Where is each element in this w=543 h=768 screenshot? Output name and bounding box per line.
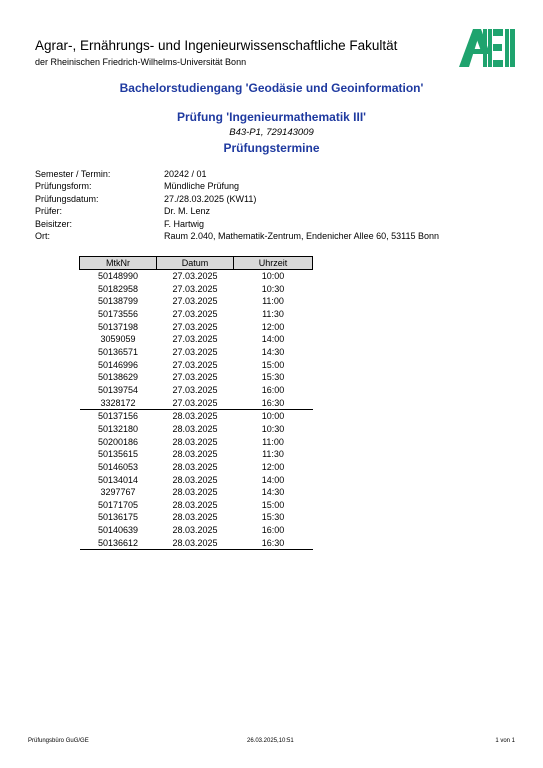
cell-uhrzeit: 14:30 — [261, 346, 285, 357]
cell-datum: 28.03.2025 — [172, 525, 218, 536]
cell-uhrzeit: 10:00 — [234, 410, 313, 423]
cell-mtknr: 50173556 — [97, 308, 139, 319]
info-value: 20242 / 01 — [164, 169, 207, 179]
cell-datum: 28.03.2025 — [157, 537, 234, 550]
cell-mtknr: 50137156 — [80, 410, 157, 423]
column-header-uhrzeit: Uhrzeit — [234, 257, 313, 270]
cell-uhrzeit: 11:30 — [262, 449, 284, 460]
cell-datum: 28.03.2025 — [172, 436, 218, 447]
info-label: Prüfungsform: — [35, 181, 92, 192]
info-label: Semester / Termin: — [35, 169, 111, 179]
cell-datum: 27.03.2025 — [172, 397, 218, 408]
cell-mtknr: 50136175 — [97, 512, 139, 523]
table-row — [80, 333, 313, 346]
cell-uhrzeit: 11:30 — [262, 308, 284, 319]
info-label: Prüfungsdatum: — [35, 193, 99, 204]
program-title: Bachelorstudiengang 'Geodäsie und Geoinformation' — [119, 81, 424, 95]
table-row — [80, 410, 313, 423]
cell-datum: 28.03.2025 — [157, 410, 234, 423]
cell-mtknr: 50136571 — [97, 346, 139, 357]
cell-uhrzeit: 16:00 — [261, 384, 285, 395]
table-row — [80, 371, 313, 384]
table-row — [80, 461, 313, 474]
footer-office: Prüfungsbüro GuG/GE — [28, 738, 89, 744]
info-value: 27./28.03.2025 (KW11) — [164, 193, 257, 204]
info-label: Prüfer: — [35, 206, 63, 217]
university-name: der Rheinischen Friedrich-Wilhelms-Universität Bonn — [35, 57, 247, 67]
info-value: Dr. M. Lenz — [164, 206, 211, 217]
table-header-row — [80, 257, 313, 270]
cell-datum: 28.03.2025 — [172, 461, 218, 472]
cell-mtknr: 50135615 — [97, 449, 139, 460]
table-row — [80, 511, 313, 524]
cell-uhrzeit: 10:00 — [261, 271, 285, 281]
table-row — [80, 321, 313, 334]
table-row — [80, 283, 313, 296]
exam-code: B43-P1, 729143009 — [229, 127, 314, 138]
cell-mtknr: 50182958 — [97, 283, 139, 294]
cell-uhrzeit: 15:30 — [261, 372, 285, 383]
table-row — [80, 537, 313, 550]
cell-datum: 28.03.2025 — [172, 474, 218, 485]
cell-mtknr: 50140639 — [97, 525, 139, 536]
cell-datum: 27.03.2025 — [172, 359, 218, 370]
cell-datum: 28.03.2025 — [172, 499, 218, 510]
cell-mtknr: 50132180 — [97, 423, 139, 434]
cell-mtknr: 50200186 — [97, 436, 139, 447]
table-row — [80, 474, 313, 487]
cell-mtknr: 3297767 — [100, 487, 136, 498]
table-row — [80, 359, 313, 372]
cell-mtknr: 50148990 — [97, 271, 139, 281]
cell-mtknr: 50146053 — [97, 461, 139, 472]
cell-mtknr: 50134014 — [97, 474, 139, 485]
cell-uhrzeit: 14:30 — [261, 487, 285, 498]
cell-mtknr: 50136612 — [80, 537, 157, 550]
cell-datum: 27.03.2025 — [172, 296, 218, 307]
table-row — [80, 436, 313, 449]
cell-mtknr: 3059059 — [100, 334, 136, 345]
cell-datum: 27.03.2025 — [172, 283, 218, 294]
column-header-mtknr: MtkNr — [80, 257, 157, 270]
info-label: Ort: — [35, 230, 50, 241]
cell-mtknr: 3328172 — [100, 397, 136, 408]
cell-datum: 27.03.2025 — [172, 271, 218, 281]
dates-title: Prüfungstermine — [223, 141, 320, 155]
cell-uhrzeit: 10:30 — [261, 283, 285, 294]
cell-mtknr: 50139754 — [97, 384, 139, 395]
footer-page-number: 1 von 1 — [495, 738, 515, 744]
table-row — [80, 486, 313, 499]
cell-datum: 28.03.2025 — [172, 512, 218, 523]
table-row — [80, 295, 313, 308]
table-row — [80, 524, 313, 537]
cell-datum: 28.03.2025 — [172, 487, 218, 498]
cell-datum: 28.03.2025 — [172, 423, 218, 434]
table-row — [80, 384, 313, 397]
cell-uhrzeit: 15:00 — [261, 359, 285, 370]
cell-mtknr: 50138799 — [97, 296, 139, 307]
table-row — [80, 423, 313, 436]
cell-uhrzeit: 14:00 — [261, 334, 285, 345]
cell-datum: 27.03.2025 — [172, 308, 218, 319]
cell-datum: 27.03.2025 — [172, 346, 218, 357]
faculty-logo — [459, 29, 515, 67]
cell-uhrzeit: 11:00 — [262, 436, 284, 447]
cell-datum: 27.03.2025 — [172, 321, 218, 332]
cell-uhrzeit: 10:30 — [261, 423, 285, 434]
table-row — [80, 397, 313, 410]
cell-mtknr: 50137198 — [97, 321, 139, 332]
cell-datum: 27.03.2025 — [172, 334, 218, 345]
cell-mtknr: 50138629 — [97, 372, 139, 383]
footer-timestamp: 26.03.2025,10:51 — [247, 738, 294, 744]
cell-mtknr: 50146996 — [97, 359, 139, 370]
info-value: Raum 2.040, Mathematik-Zentrum, Endenicher Allee 60, 53115 Bonn — [164, 230, 439, 241]
cell-uhrzeit: 12:00 — [261, 321, 285, 332]
cell-uhrzeit: 11:00 — [262, 296, 284, 307]
schedule-table — [79, 256, 313, 550]
cell-mtknr: 50171705 — [97, 499, 139, 510]
cell-uhrzeit: 16:00 — [261, 525, 285, 536]
cell-uhrzeit: 15:00 — [261, 499, 285, 510]
cell-uhrzeit: 14:00 — [261, 474, 285, 485]
table-row — [80, 308, 313, 321]
info-value: Mündliche Prüfung — [164, 181, 240, 192]
table-row — [80, 270, 313, 283]
table-row — [80, 346, 313, 359]
table-row — [80, 448, 313, 461]
column-header-datum: Datum — [157, 257, 234, 270]
schedule-body — [80, 270, 313, 550]
cell-datum: 27.03.2025 — [172, 372, 218, 383]
cell-datum: 27.03.2025 — [172, 384, 218, 395]
cell-uhrzeit: 15:30 — [261, 512, 285, 523]
info-label: Beisitzer: — [35, 218, 73, 229]
exam-title: Prüfung 'Ingenieurmathematik III' — [176, 110, 367, 124]
cell-uhrzeit: 12:00 — [261, 461, 285, 472]
faculty-name: Agrar-, Ernährungs- und Ingenieurwissenschaftliche Fakultät — [35, 38, 398, 53]
info-value: F. Hartwig — [164, 218, 205, 229]
cell-uhrzeit: 16:30 — [234, 537, 313, 550]
cell-datum: 28.03.2025 — [172, 449, 218, 460]
table-row — [80, 499, 313, 512]
cell-uhrzeit: 16:30 — [261, 397, 285, 408]
